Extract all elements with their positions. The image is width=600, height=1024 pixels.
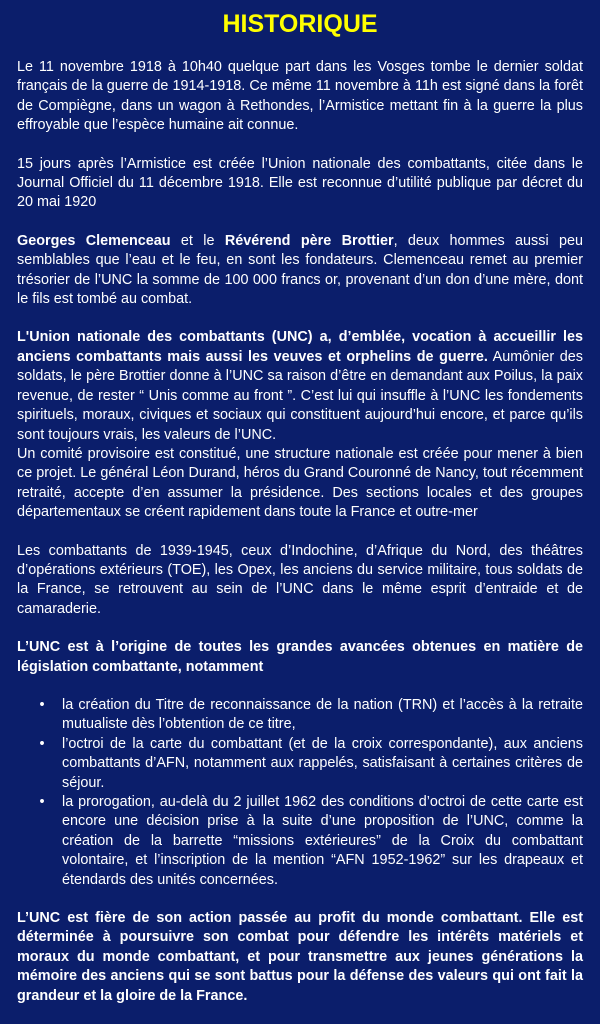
achievements-list bbox=[17, 696, 583, 890]
vocation-text: Aumônier des soldats, le père Brottier donne à l’UNC sa raison d’être en demandant aux Poilus, la paix revenue, de rester “ Unis comme au front ”. C’est lui qui insuffle à l’UNC les fondements spirituels, moraux, civiques et sociaux qui constituent aujourd’hui encore, et parce qu’ils sont toujours vrais, les valeurs de l’UNC. bbox=[17, 348, 583, 443]
bullet-icon: • bbox=[39, 696, 45, 713]
paragraph-creation: 15 jours après l’Armistice est créée l’Union nationale des combattants, citée dans le Journal Officiel du 11 décembre 1918. Elle est reconnue d’utilité publique par décret du 20 mai 1920 bbox=[17, 155, 583, 211]
bullet-icon: • bbox=[39, 735, 45, 752]
spacer bbox=[17, 890, 583, 909]
list-item bbox=[39, 735, 583, 793]
paragraph-armistice: Le 11 novembre 1918 à 10h40 quelque part dans les Vosges tombe le dernier soldat français de la guerre de 1914-1918. Ce même 11 novembre à 11h est signé dans la forêt de Compiègne, dans un wagon à Rethondes, l’Armistice mettant fin à la guerre la plus effroyable que l’espèce humaine ait connue. bbox=[17, 59, 583, 134]
spacer bbox=[17, 309, 583, 328]
founder-clemenceau: Georges Clemenceau bbox=[17, 232, 171, 249]
paragraph-legislation: L’UNC est à l’origine de toutes les grandes avancées obtenues en matière de législation combattante, notamment bbox=[17, 639, 583, 675]
list-item-text: la création du Titre de reconnaissance de la nation (TRN) et l’accès à la retraite mutualiste dès l’obtention de ce titre, bbox=[62, 696, 583, 733]
spacer bbox=[17, 213, 583, 232]
bullet-icon: • bbox=[39, 794, 45, 810]
list-item bbox=[39, 696, 583, 735]
founder-brottier: Révérend père Brottier bbox=[224, 232, 394, 249]
page-title: HISTORIQUE bbox=[222, 10, 378, 38]
paragraph-vocation bbox=[17, 328, 583, 444]
spacer bbox=[17, 136, 583, 155]
founders-conjunction: et le bbox=[170, 232, 225, 249]
paragraph-comite: Un comité provisoire est constitué, une structure nationale est créée pour mener à bien ce projet. Le général Léon Durand, héros du Grand Couronné de Nancy, tout récemment retraité, accepte d’en assumer la présidence. Des sections locales et des groupes départementaux se créent rapidement dans toute la France et outre-mer bbox=[17, 445, 583, 521]
vocation-bold: L'Union nationale des combattants (UNC) a, d’emblée, vocation à accueillir les anciens combattants mais aussi les veuves et orphelins de guerre. bbox=[17, 329, 583, 365]
paragraph-conclusion: L’UNC est fière de son action passée au profit du monde combattant. Elle est déterminée à poursuivre son combat pour défendre les intérêts matériels et moraux du monde combattant, et pour transmettre aux jeunes générations la mémoire des anciens qui se sont battus pour la défense des valeurs qui ont fait la grandeur et la gloire de la France. bbox=[17, 910, 583, 1004]
spacer bbox=[17, 523, 583, 542]
founders-text: , deux hommes aussi peu semblables que l’eau et le feu, en sont les fondateurs. Clemenceau remet au premier trésorier de l’UNC la somme de 100 000 francs or, provenant d’un don d’une mère, dont le fils est tombé au combat. bbox=[17, 232, 584, 308]
paragraph-combattants: Les combattants de 1939-1945, ceux d’Indochine, d’Afrique du Nord, des théâtres d’opérations extérieurs (TOE), les Opex, les anciens du service militaire, tous soldats de la France, se retrouvent au sein de l’UNC dans le même esprit d’entraide et de camaraderie. bbox=[17, 542, 583, 617]
spacer bbox=[17, 677, 583, 696]
list-item-text: la prorogation, au-delà du 2 juillet 1962 des conditions d’octroi de cette carte est encore une décision prise à la suite d’une proposition de l’UNC, comme la création de la barrette “missions extérieures” de la Croix du combattant volontaire, et l’inscription de la mention “AFN 1952-1962” sur les drapeaux et étendards des unités concernées. bbox=[62, 794, 583, 888]
list-item-text: l’octroi de la carte du combattant (et de la croix correspondante), aux anciens combattants d’AFN, notamment aux rappelés, satisfaisant à certaines critères de séjour. bbox=[62, 735, 583, 791]
spacer bbox=[17, 619, 583, 638]
paragraph-founders bbox=[17, 232, 583, 310]
list-item bbox=[39, 793, 583, 890]
